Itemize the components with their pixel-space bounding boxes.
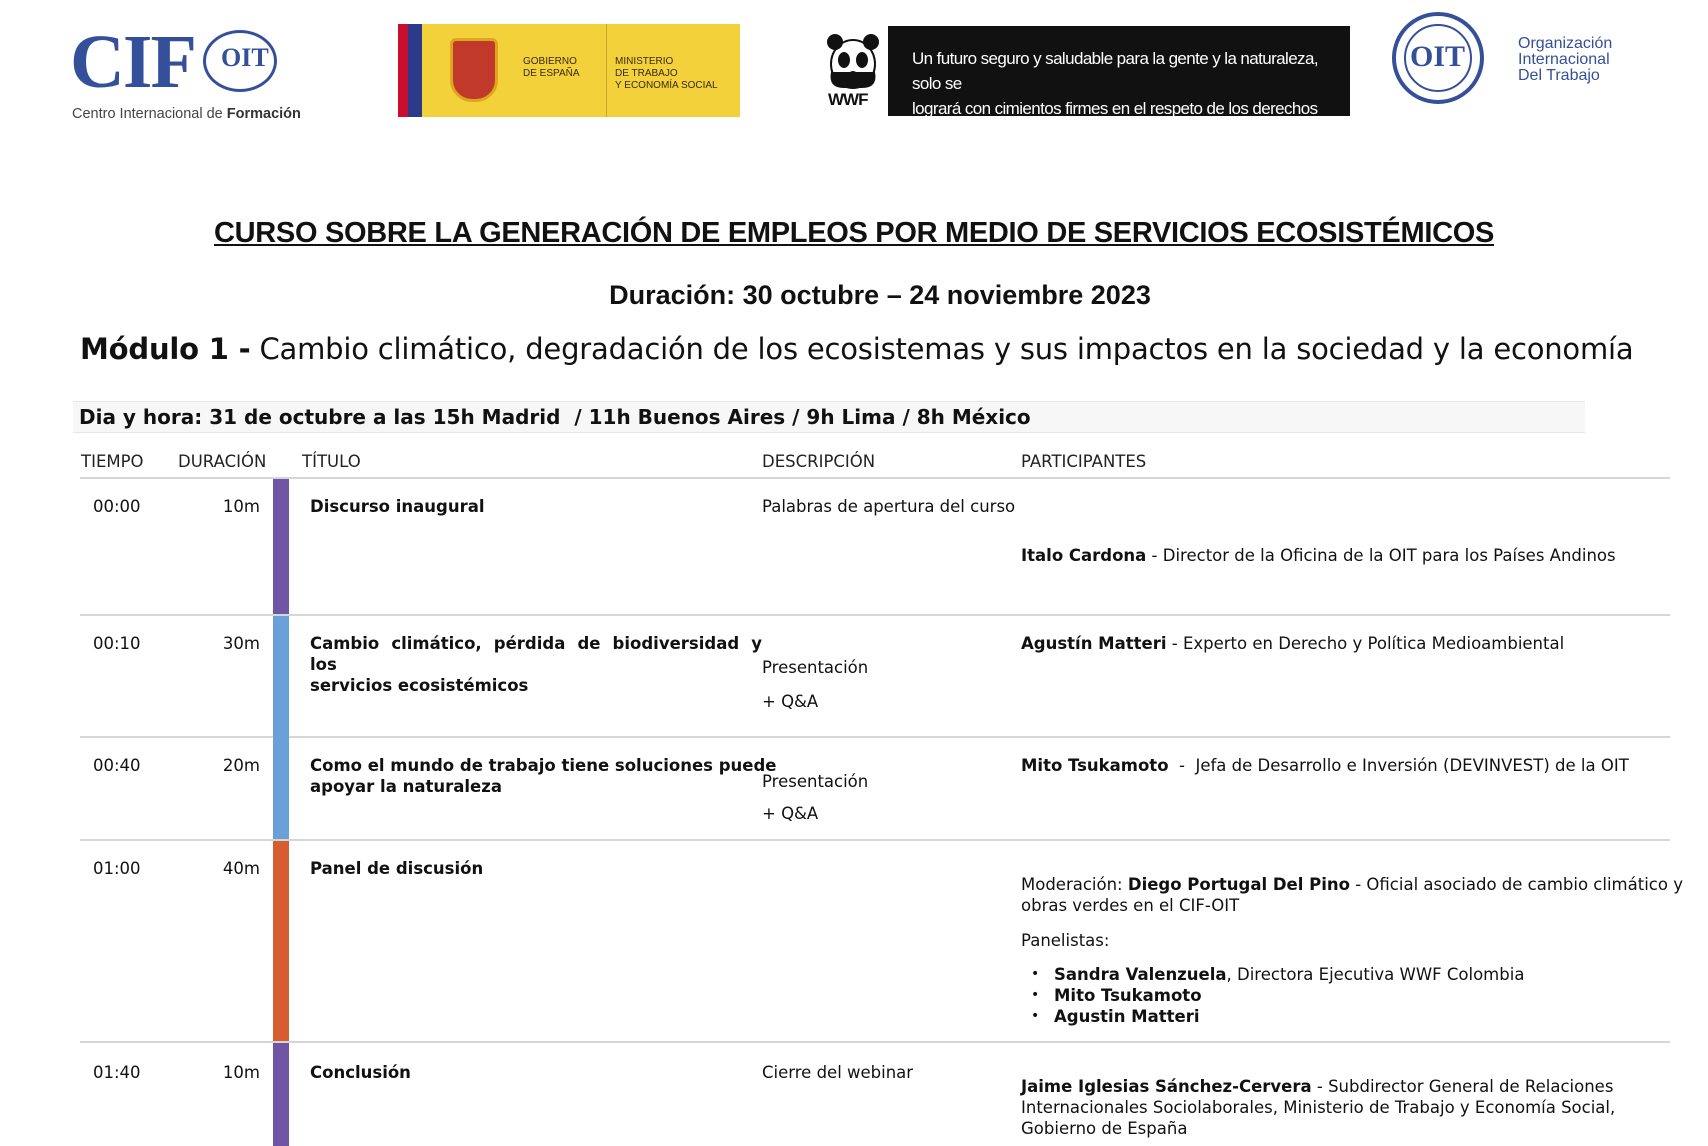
panelists-label: Panelistas: (1021, 931, 1110, 950)
list-item (1021, 985, 1524, 1006)
row-title: Discurso inaugural (310, 497, 485, 516)
timeline-bar-orange (273, 841, 289, 1041)
row-time: 01:40 (93, 1063, 141, 1082)
col-header-participantes: PARTICIPANTES (1021, 452, 1147, 471)
col-header-duracion: DURACIÓN (178, 452, 267, 471)
divider (606, 24, 607, 117)
row-time: 00:00 (93, 497, 141, 516)
wwf-message-box (888, 26, 1350, 143)
row-divider (80, 736, 1670, 738)
row-title (310, 755, 776, 797)
moderator-name: Diego Portugal Del Pino (1127, 875, 1350, 894)
participant-name: Agustín Matteri (1021, 634, 1167, 653)
wwf-message-line: Un futuro seguro y saludable para la gente y la naturaleza, solo se (912, 49, 1318, 93)
row-title: Conclusión (310, 1063, 411, 1082)
gobierno-text (523, 56, 580, 80)
participant-role: - Subdirector General de Relaciones (1311, 1077, 1614, 1096)
ministerio-line: DE TRABAJO (615, 68, 678, 79)
participant-role: - Experto en Derecho y Política Medioambiental (1166, 634, 1565, 653)
row-description: Cierre del webinar (762, 1063, 914, 1082)
row-title-line: Cambio climático, pérdida de biodiversidad y los (310, 634, 762, 674)
participant-name: Italo Cardona (1021, 546, 1147, 565)
participant-role: - Jefa de Desarrollo e Inversión (DEVINVEST) de la OIT (1168, 756, 1629, 775)
cif-subtitle-bold: Formación (226, 106, 301, 122)
row-participant (1021, 1076, 1615, 1139)
row-duration: 10m (222, 497, 260, 516)
date-time-banner: Dia y hora: 31 de octubre a las 15h Madrid / 11h Buenos Aires / 9h Lima / 8h México (73, 401, 1585, 433)
panelist-name: Sandra Valenzuela (1054, 965, 1227, 984)
participant-name: Mito Tsukamoto (1021, 756, 1169, 775)
panelist-name: Mito Tsukamoto (1054, 986, 1202, 1005)
header-divider (80, 477, 1670, 479)
cif-letters: CIF (70, 20, 195, 104)
flag-stripe (398, 24, 408, 117)
row-description: Palabras de apertura del curso (762, 497, 1016, 516)
col-header-descripcion: DESCRIPCIÓN (762, 452, 876, 471)
row-participant (1021, 545, 1616, 566)
oit-name-line: Organización (1518, 35, 1613, 52)
row-participant (1021, 755, 1629, 776)
row-duration: 30m (222, 634, 260, 653)
cif-subtitle (72, 106, 301, 122)
row-title (310, 633, 762, 696)
row-time: 00:10 (93, 634, 141, 653)
eu-stars-stripe (408, 24, 422, 117)
row-title-line: servicios ecosistémicos (310, 676, 529, 695)
row-participant (1021, 633, 1564, 654)
moderator-label: Moderación: (1021, 875, 1128, 894)
panda-icon (826, 32, 880, 90)
row-title: Panel de discusión (310, 859, 484, 878)
cif-subtitle-plain: Centro Internacional de (72, 106, 227, 122)
module-label: Módulo 1 - (80, 332, 251, 366)
row-moderator (1021, 874, 1683, 916)
gobierno-line: GOBIERNO (523, 56, 577, 67)
participant-name: Jaime Iglesias Sánchez-Cervera (1021, 1077, 1312, 1096)
moderator-role: - Oficial asociado de cambio climático y (1349, 875, 1683, 894)
wwf-message-line: logrará con cimientos firmes en el respeto de los derechos humanos. (912, 99, 1318, 143)
cif-logo (70, 20, 301, 127)
gobierno-espana-logo (398, 24, 740, 117)
row-description: Presentación (762, 658, 869, 677)
list-item (1021, 964, 1524, 985)
ministerio-line: Y ECONOMÍA SOCIAL (615, 80, 718, 91)
oit-name (1518, 36, 1612, 84)
course-duration: Duración: 30 octubre – 24 noviembre 2023 (609, 280, 1151, 310)
coat-of-arms-icon (450, 38, 498, 102)
cif-seal-text: OIT (221, 43, 269, 72)
row-title-line: Como el mundo de trabajo tiene soluciones puede (310, 756, 777, 775)
col-header-titulo: TÍTULO (302, 452, 361, 471)
row-duration: 20m (222, 756, 260, 775)
course-title: CURSO SOBRE LA GENERACIÓN DE EMPLEOS POR MEDIO DE SERVICIOS ECOSISTÉMICOS (213, 217, 1495, 249)
wwf-label: WWF (828, 90, 868, 109)
row-duration: 10m (222, 1063, 260, 1082)
oit-mark: OIT (1410, 40, 1466, 73)
oit-name-line: Del Trabajo (1518, 67, 1600, 84)
timeline-bar-purple (273, 1043, 289, 1146)
participant-role-line: Gobierno de España (1021, 1119, 1188, 1138)
timeline-bar-blue (273, 616, 289, 839)
timeline-bar-purple (273, 479, 289, 614)
panelists-list (1021, 964, 1524, 1027)
wwf-logo (820, 26, 1350, 143)
row-description-qa: + Q&A (762, 804, 819, 823)
participant-role: - Director de la Oficina de la OIT para los Países Andinos (1146, 546, 1616, 565)
participant-role-line: Internacionales Sociolaborales, Ministerio de Trabajo y Economía Social, (1021, 1098, 1616, 1117)
row-description: Presentación (762, 772, 869, 791)
module-heading (80, 332, 1633, 366)
row-description-qa: + Q&A (762, 692, 819, 711)
row-time: 01:00 (93, 859, 141, 878)
row-divider (80, 614, 1670, 616)
row-divider (80, 1041, 1670, 1043)
row-title-line: apoyar la naturaleza (310, 777, 502, 796)
col-header-tiempo: TIEMPO (81, 452, 144, 471)
oit-name-line: Internacional (1518, 51, 1610, 68)
moderator-role-line: obras verdes en el CIF-OIT (1021, 896, 1240, 915)
row-time: 00:40 (93, 756, 141, 775)
ministerio-text (615, 56, 718, 92)
ministerio-line: MINISTERIO (615, 56, 674, 67)
panelist-name: Agustin Matteri (1054, 1007, 1200, 1026)
panelist-role: , Directora Ejecutiva WWF Colombia (1226, 965, 1525, 984)
row-divider (80, 839, 1670, 841)
row-duration: 40m (222, 859, 260, 878)
gobierno-line: DE ESPAÑA (523, 68, 580, 79)
list-item (1021, 1006, 1524, 1027)
module-text: Cambio climático, degradación de los ecosistemas y sus impactos en la sociedad y la economía (250, 332, 1634, 366)
oit-logo (1390, 10, 1630, 110)
